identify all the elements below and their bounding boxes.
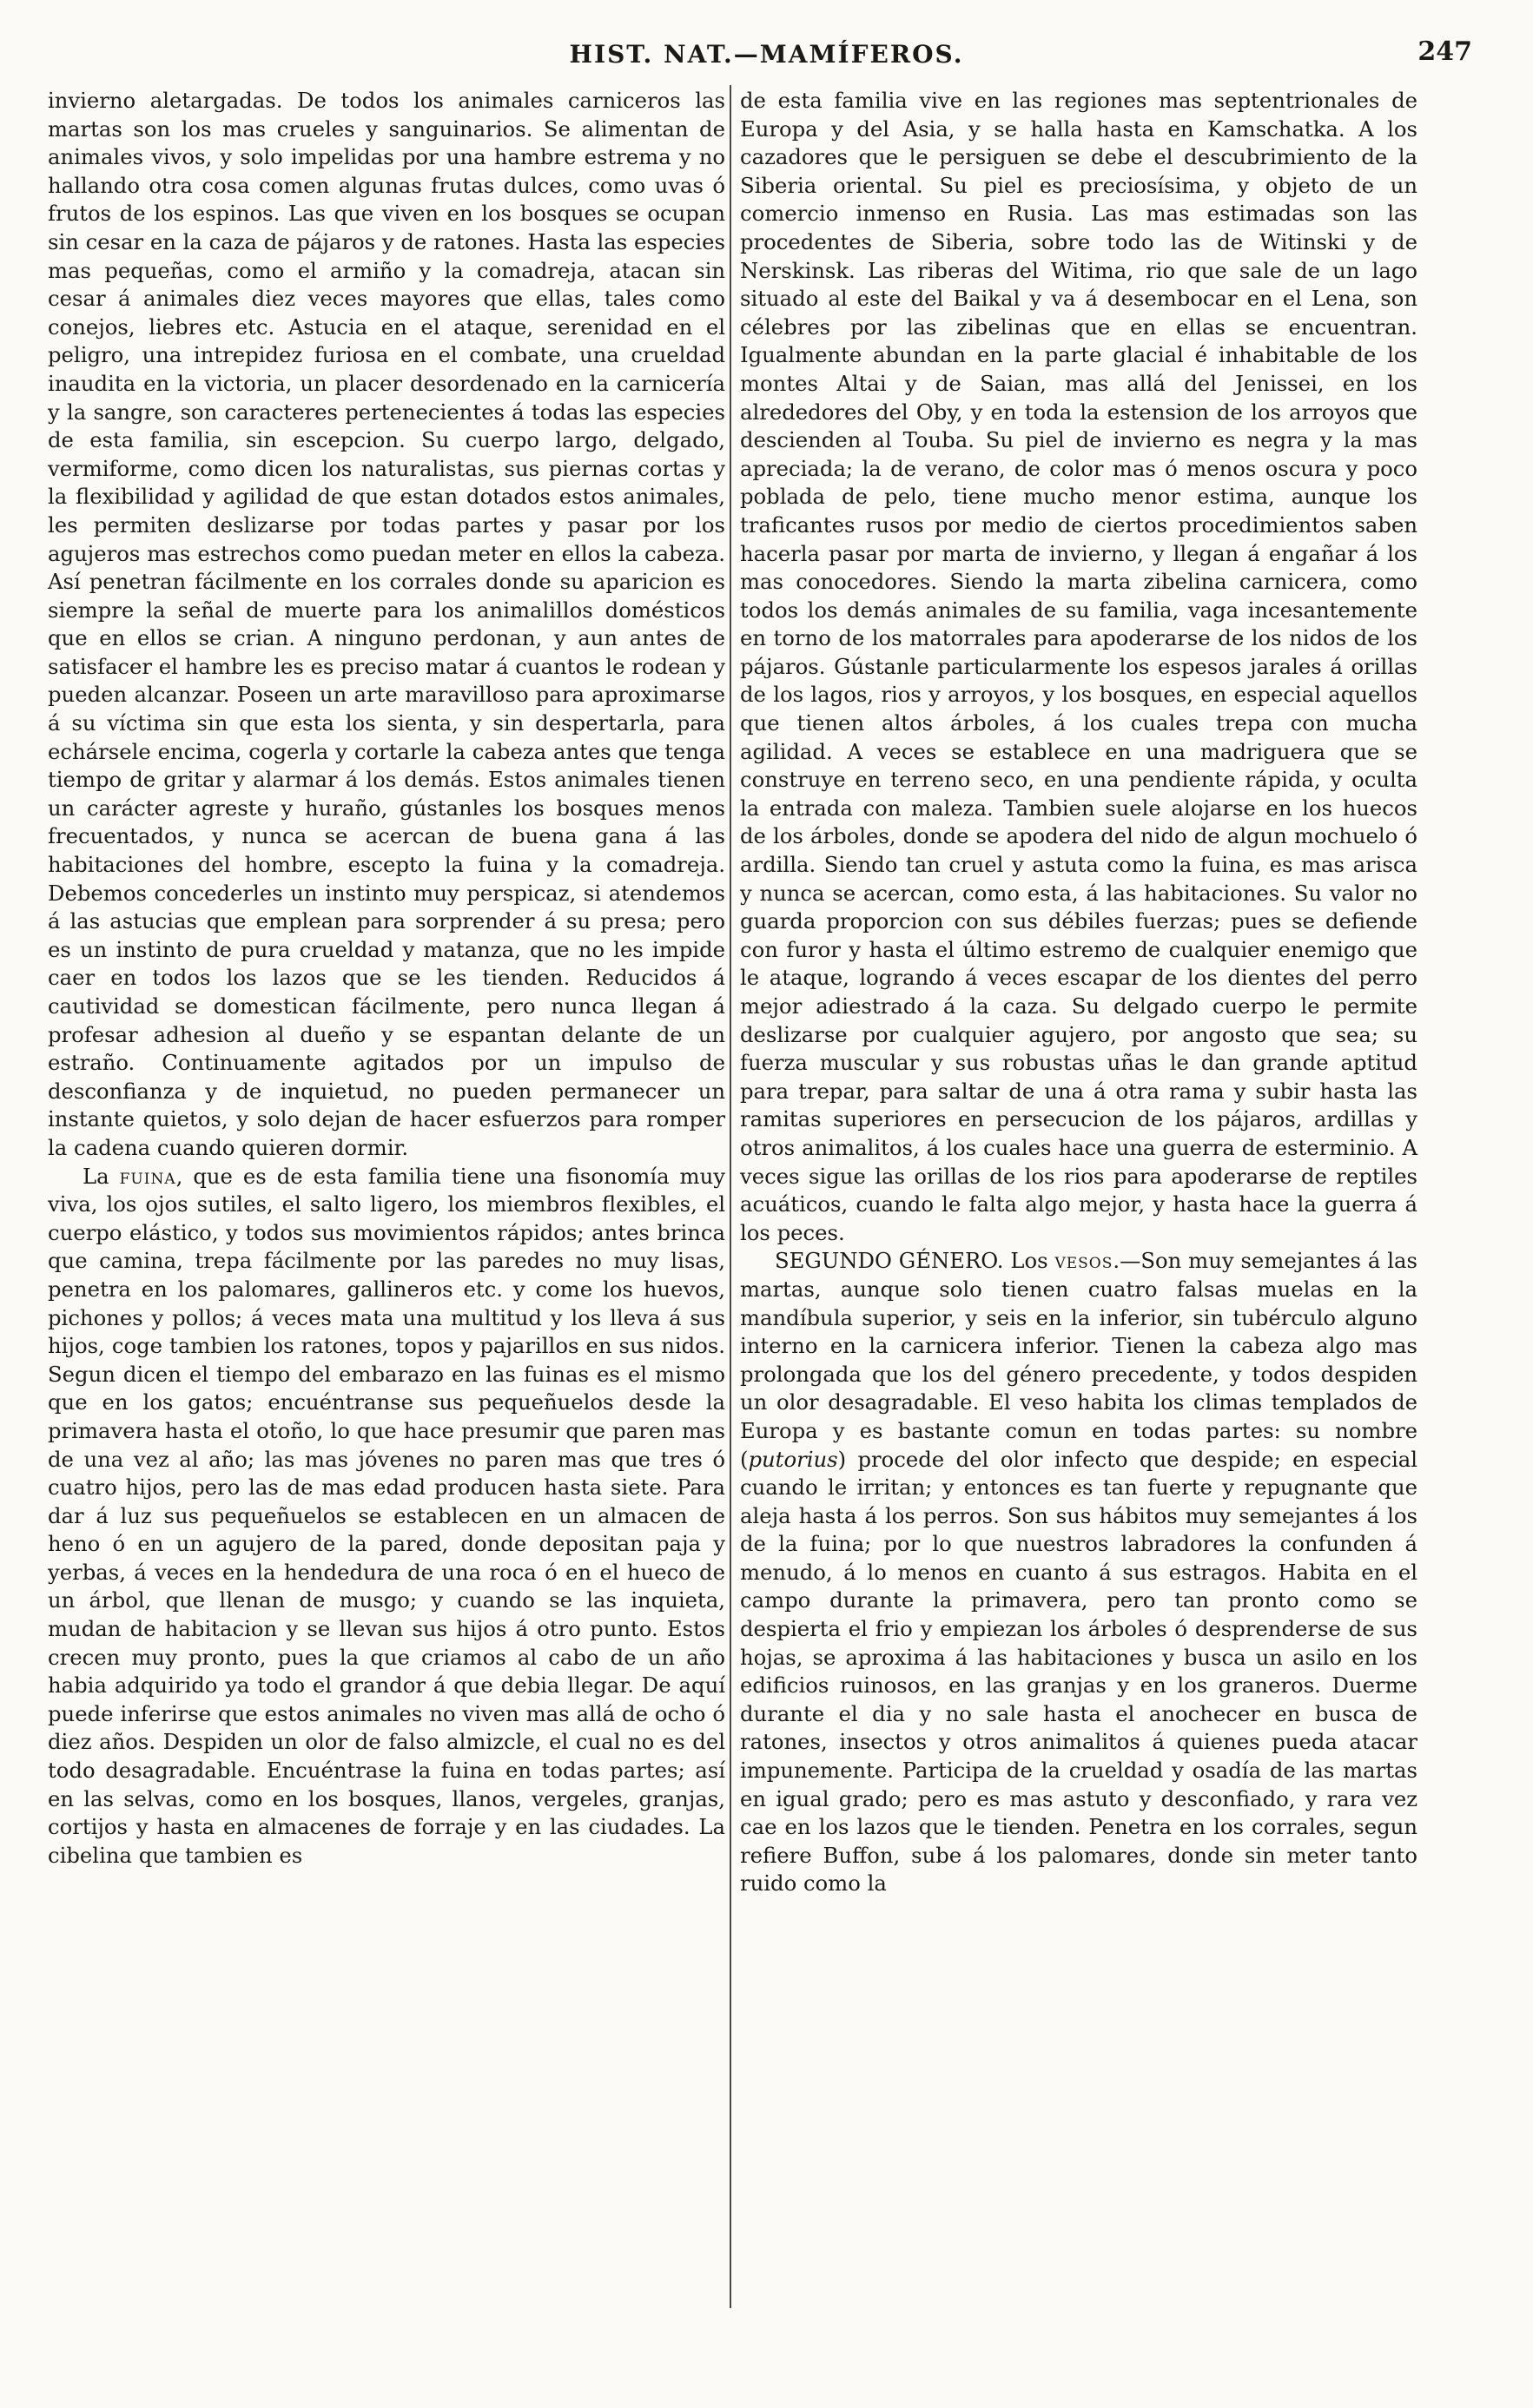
right-column bbox=[740, 87, 1417, 1898]
paragraph-body: .—Son muy semejantes á las martas, aunque solo tienen cuatro falsas muelas en la mandíbula superior, y seis en la inferior, sin tubérculo alguno interno en la carnicera inferior. Tienen la cabeza algo mas prolongada que los del género precedente, y todos despiden un olor desagradable. El veso habita los climas templados de Europa y es bastante comun en todas partes: su nombre ( bbox=[740, 1248, 1417, 1472]
running-title: HIST. NAT.—MAMÍFEROS. bbox=[569, 40, 964, 69]
paragraph: de esta familia vive en las regiones mas septentrionales de Europa y del Asia, y se halla hasta en Kamschatka. A los cazadores que le persiguen se debe el descubrimiento de la Siberia oriental. Su piel es preciosísima, y objeto de un comercio inmenso en Rusia. Las mas estimadas son las procedentes de Siberia, sobre todo las de Witinski y de Nerskinsk. Las riberas del Witima, rio que sale de un lago situado al este del Baikal y va á desembocar en el Lena, son célebres por las zibelinas que en ellas se encuentran. Igualmente abundan en la parte glacial é inhabitable de los montes Altai y de Saian, mas allá del Jenissei, en los alrededores del Oby, y en toda la estension de los arroyos que descienden al Touba. Su piel de invierno es negra y la mas apreciada; la de verano, de color mas ó menos oscura y poco poblada de pelo, tiene mucho menor estima, aunque los traficantes rusos por medio de ciertos procedimientos saben hacerla pasar por marta de invierno, y llegan á engañar á los mas conocedores. Siendo la marta zibelina carnicera, como todos los demás animales de su familia, vaga incesantemente en torno de los matorrales para apoderarse de los nidos de los pájaros. Gústanle particularmente los espesos jarales á orillas de los lagos, rios y arroyos, y los bosques, en especial aquellos que tienen altos árboles, á los cuales trepa con mucha agilidad. A veces se establece en una madriguera que se construye en terreno seco, en una pendiente rápida, y oculta la entrada con maleza. Tambien suele alojarse en los huecos de los árboles, donde se apodera del nido de algun mochuelo ó ardilla. Siendo tan cruel y astuta como la fuina, es mas arisca y nunca se acercan, como esta, á las habitaciones. Su valor no guarda proporcion con sus débiles fuerzas; pues se defiende con furor y hasta el último estremo de cualquier enemigo que le ataque, logrando á veces escapar de los dientes del perro mejor adiestrado á la caza. Su delgado cuerpo le permite deslizarse por cualquier agujero, por angosto que sea; su fuerza muscular y sus robustas uñas le dan grande aptitud para trepar, para saltar de una á otra rama y subir hasta las ramitas superiores en persecucion de los pájaros, ardillas y otros animalitos, á los cuales hace una guerra de esterminio. A veces sigue las orillas de los rios para apoderarse de reptiles acuáticos, cuando le falta algo mejor, y hasta hace la guerra á los peces. bbox=[740, 88, 1417, 1245]
paragraph-lead: La bbox=[83, 1163, 109, 1189]
term-fuina: fuina bbox=[119, 1163, 176, 1189]
paragraph: invierno aletargadas. De todos los animales carniceros las martas son los mas crueles y sanguinarios. Se alimentan de animales vivos, y solo impelidas por una hambre estrema y no hallando otra cosa comen algunas frutas dulces, como uvas ó frutos de los espinos. Las que viven en los bosques se ocupan sin cesar en la caza de pájaros y de ratones. Hasta las especies mas pequeñas, como el armiño y la comadreja, atacan sin cesar á animales diez veces mayores que ellas, tales como conejos, liebres etc. Astucia en el ataque, serenidad en el peligro, una intrepidez furiosa en el combate, una crueldad inaudita en la victoria, un placer desordenado en la carnicería y la sangre, son caracteres pertenecientes á todas las especies de esta familia, sin escepcion. Su cuerpo largo, delgado, vermiforme, como dicen los naturalistas, sus piernas cortas y la flexibilidad y agilidad de que estan dotados estos animales, les permiten deslizarse por todas partes y pasar por los agujeros mas estrechos como puedan meter en ellos la cabeza. Así penetran fácilmente en los corrales donde su aparicion es siempre la señal de muerte para los animalillos domésticos que en ellos se crian. A ninguno perdonan, y aun antes de satisfacer el hambre les es preciso matar á cuantos le rodean y pueden alcanzar. Poseen un arte maravilloso para aproximarse á su víctima sin que esta los sienta, y sin despertarla, para echársele encima, cogerla y cortarle la cabeza antes que tenga tiempo de gritar y alarmar á los demás. Estos animales tienen un carácter agreste y huraño, gústanles los bosques menos frecuentados, y nunca se acercan de buena gana á las habitaciones del hombre, escepto la fuina y la comadreja. Debemos concederles un instinto muy perspicaz, si atendemos á las astucias que emplean para sorprender á su presa; pero es un instinto de pura crueldad y matanza, que no les impide caer en todos los lazos que se les tienden. Reducidos á cautividad se domestican fácilmente, pero nunca llegan á profesar adhesion al dueño y se espantan delante de un estraño. Continuamente agitados por un impulso de desconfianza y de inquietud, no pueden permanecer un instante quietos, y solo dejan de hacer esfuerzos para romper la cadena cuando quieren dormir. bbox=[48, 88, 725, 1160]
paragraph-tail: ) procede del olor infecto que despide; en especial cuando le irritan; y entonces es tan fuerte y repugnante que aleja hasta á los perros. Son sus hábitos muy semejantes á los de la fuina; por lo que nuestros labradores la confunden á menudo, á lo menos en cuanto á sus estragos. Habita en el campo durante la primavera, pero tan pronto como se despierta el frio y empiezan los árboles ó desprenderse de sus hojas, se aproxima á las habitaciones y busca un asilo en los edificios ruinosos, en las granjas y en los graneros. Duerme durante el dia y no sale hasta el anochecer en busca de ratones, insectos y otros animalitos á quienes pueda atacar impunemente. Participa de la crueldad y osadía de las martas en igual grado; pero es mas astuto y desconfiado, y rara vez cae en los lazos que le tienden. Penetra en los corrales, segun refiere Buffon, sube á los palomares, donde sin meter tanto ruido como la bbox=[740, 1446, 1417, 1897]
paragraph-body: , que es de esta familia tiene una fisonomía muy viva, los ojos sutiles, el salto ligero, los miembros flexibles, el cuerpo elástico, y todos sus movimientos rápidos; antes brinca que camina, trepa fácilmente por las paredes no muy lisas, penetra en los palomares, gallineros etc. y come los huevos, pichones y pollos; á veces mata una multitud y los lleva á sus hijos, coge tambien los ratones, topos y pajarillos en sus nidos. Segun dicen el tiempo del embarazo en las fuinas es el mismo que en los gatos; encuéntranse sus pequeñuelos desde la primavera hasta el otoño, lo que hace presumir que paren mas de una vez al año; las mas jóvenes no paren mas que tres ó cuatro hijos, pero las de mas edad producen hasta siete. Para dar á luz sus pequeñuelos se establecen en un almacen de heno ó en un agujero de la pared, donde depositan paja y yerbas, á veces en la hendedura de una roca ó en el hueco de un árbol, que llenan de musgo; y cuando se las inquieta, mudan de habitacion y se llevan sus hijos á otro punto. Estos crecen muy pronto, pues la que criamos al cabo de un año habia adquirido ya todo el grandor á que debia llegar. De aquí puede inferirse que estos animales no viven mas allá de ocho ó diez años. Despiden un olor de falso almizcle, el cual no es del todo desagradable. Encuéntrase la fuina en todas partes; así en las selvas, como en los bosques, llanos, vergeles, granjas, cortijos y hasta en almacenes de forraje y en las ciudades. La cibelina que tambien es bbox=[48, 1163, 725, 1868]
page-number: 247 bbox=[1417, 36, 1472, 67]
column-divider bbox=[730, 85, 731, 2308]
running-header bbox=[0, 33, 1533, 76]
paragraph bbox=[48, 1163, 725, 1870]
latin-term: putorius bbox=[748, 1446, 838, 1472]
paragraph-lead: Los bbox=[1010, 1248, 1048, 1274]
paragraph bbox=[740, 1247, 1417, 1898]
term-vesos: vesos bbox=[1054, 1248, 1113, 1274]
left-column bbox=[48, 87, 725, 1870]
section-heading: SEGUNDO GÉNERO. bbox=[775, 1248, 1004, 1274]
